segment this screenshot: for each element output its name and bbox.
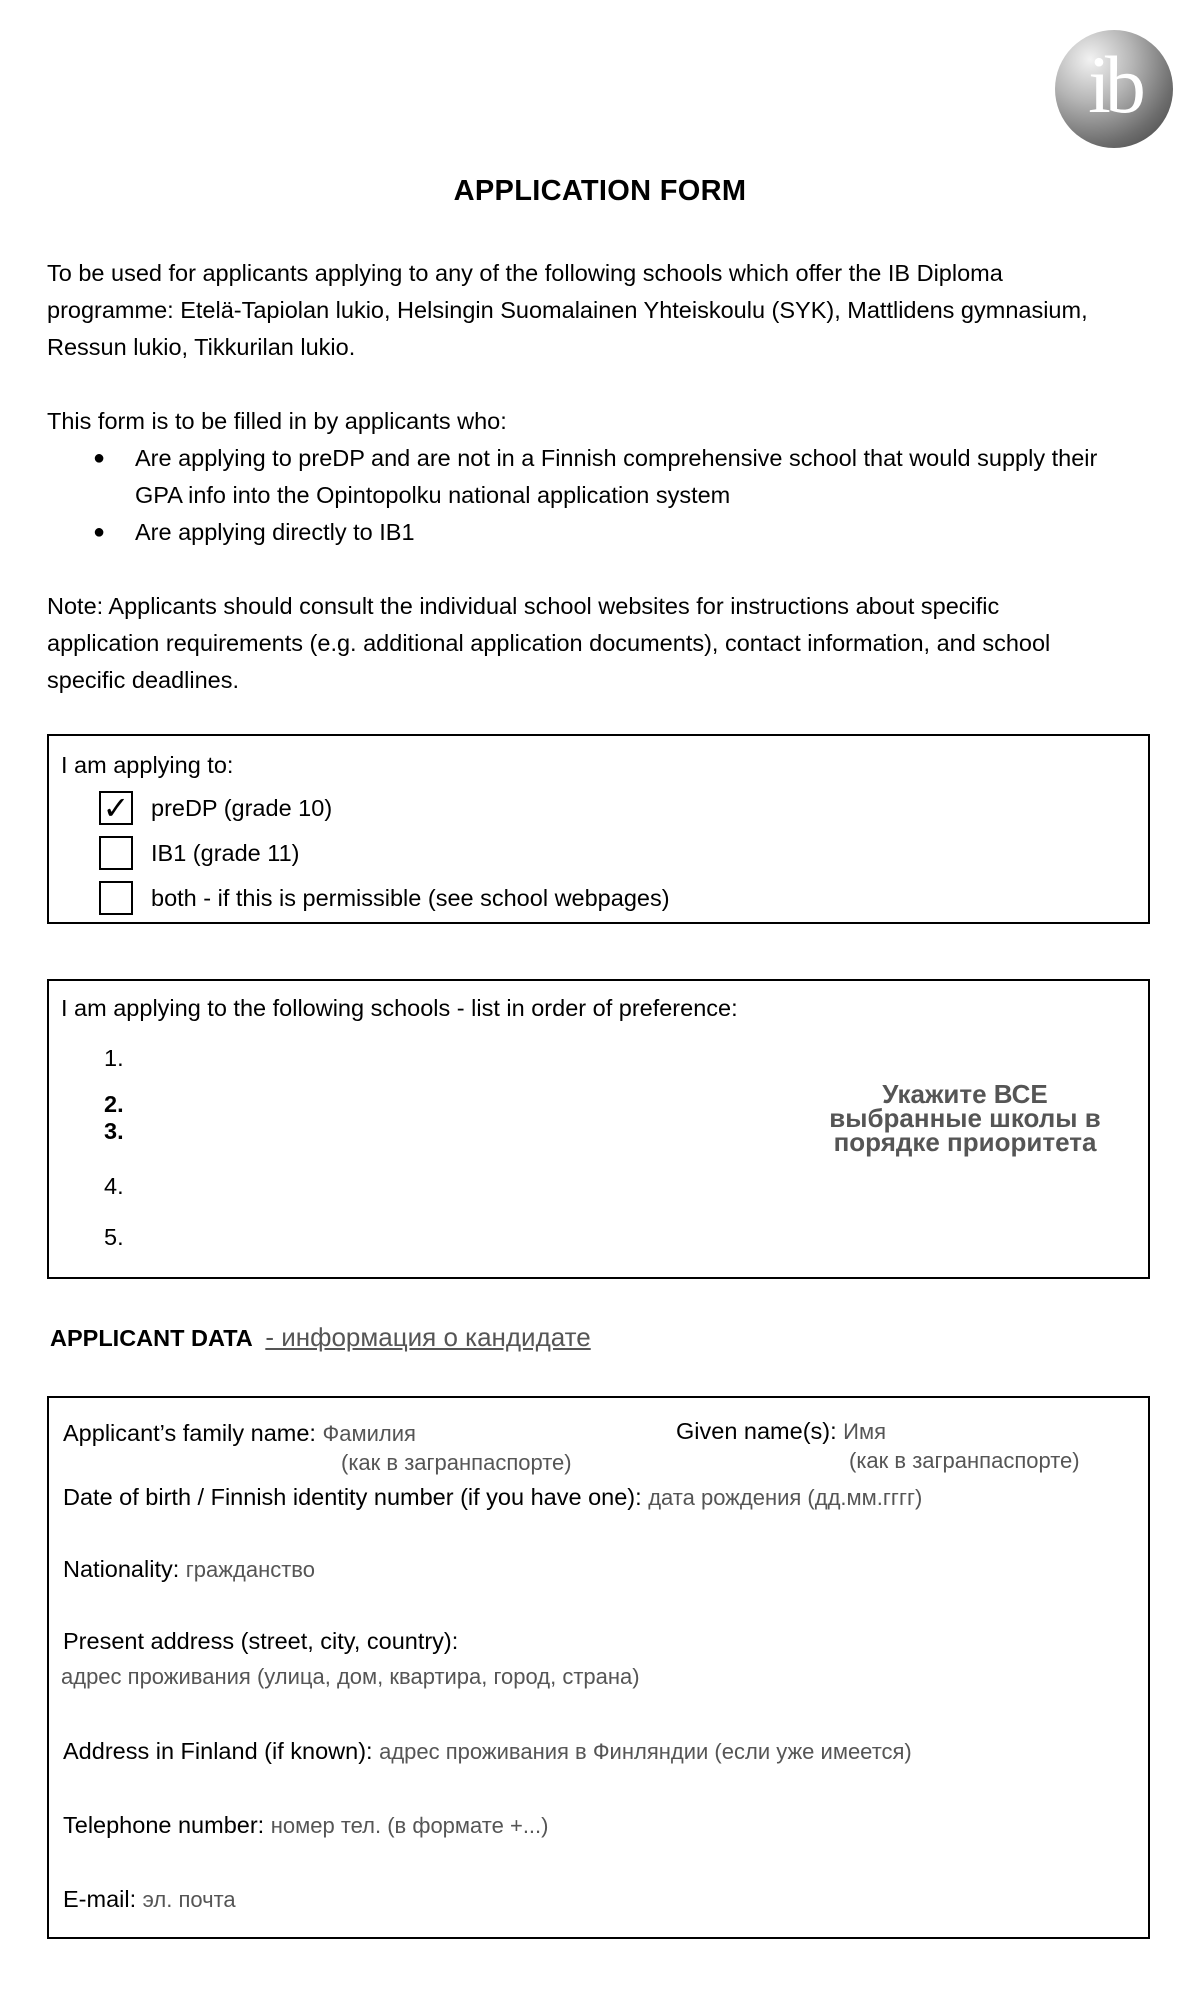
ib-logo: [1055, 30, 1173, 148]
intro-line-1: To be used for applicants applying to any of the following schools which offer the IB Diploma: [47, 260, 1003, 286]
option-both[interactable]: [99, 881, 670, 915]
nationality-label: Nationality:: [63, 1556, 180, 1582]
family-name-hint: Фамилия: [322, 1421, 416, 1446]
note-line-1: Note: Applicants should consult the individual school websites for instructions about specific: [47, 593, 1000, 619]
phone-hint: номер тел. (в формате +...): [270, 1813, 549, 1838]
finland-address-hint: адрес проживания в Финляндии (если уже имеется): [379, 1739, 912, 1764]
preference-1[interactable]: 1.: [104, 1045, 124, 1071]
option-ib1[interactable]: [99, 836, 299, 870]
given-name-label: Given name(s):: [676, 1418, 837, 1444]
schools-ru-line-3: порядке приоритета: [833, 1127, 1097, 1157]
bullet-icon: ●: [93, 521, 106, 543]
option-both-label: both - if this is permissible (see school webpages): [151, 884, 670, 911]
nationality-field[interactable]: [63, 1556, 315, 1583]
applicant-data-title: [50, 1322, 591, 1353]
form-for-lead: This form is to be filled in by applicants who:: [47, 408, 507, 434]
note-line-2: application requirements (e.g. additional application documents), contact information, and school: [47, 630, 1051, 656]
schools-ru-instruction: [770, 1079, 1160, 1157]
phone-field[interactable]: [63, 1812, 548, 1839]
email-label: E-mail:: [63, 1886, 137, 1912]
eligibility-item-ib1: [47, 514, 1167, 551]
dob-field[interactable]: [63, 1484, 922, 1511]
page-title: APPLICATION FORM: [453, 175, 747, 207]
finland-address-field[interactable]: [63, 1738, 912, 1765]
address-label: Present address (street, city, country):: [63, 1628, 459, 1654]
dob-label: Date of birth / Finnish identity number (if you have one):: [63, 1484, 642, 1510]
given-name-hint: Имя: [843, 1419, 887, 1444]
applying-to-box: [47, 734, 1150, 924]
finland-address-label: Address in Finland (if known):: [63, 1738, 373, 1764]
schools-ru-line-2: выбранные школы в: [829, 1103, 1101, 1133]
preference-2[interactable]: 2.: [104, 1091, 124, 1117]
preference-4[interactable]: 4.: [104, 1173, 124, 1199]
applicant-data-title-ru: - информация о кандидате: [265, 1322, 591, 1352]
dob-hint: дата рождения (дд.мм.гггг): [648, 1485, 923, 1510]
phone-label: Telephone number:: [63, 1812, 265, 1838]
address-hint[interactable]: адрес проживания (улица, дом, квартира, город, страна): [61, 1664, 640, 1689]
applying-to-heading: I am applying to:: [61, 752, 234, 778]
eligibility-list: [47, 440, 1167, 551]
note-paragraph: [47, 588, 1167, 699]
eligibility-item-line-1: Are applying to preDP and are not in a Finnish comprehensive school that would supply their: [135, 445, 1098, 471]
ib-logo-text: ib: [1088, 39, 1140, 130]
given-name-hint-2: (как в загранпаспорте): [849, 1448, 1080, 1473]
preference-5[interactable]: 5.: [104, 1224, 124, 1250]
preference-3[interactable]: 3.: [104, 1118, 124, 1144]
schools-heading: I am applying to the following schools - list in order of preference:: [61, 995, 738, 1021]
nationality-hint: гражданство: [185, 1557, 315, 1582]
eligibility-item-label: Are applying directly to IB1: [135, 519, 415, 545]
email-field[interactable]: [63, 1886, 236, 1913]
applicant-data-title-en: APPLICANT DATA: [50, 1325, 253, 1351]
family-name-hint-2: (как в загранпаспорте): [341, 1450, 572, 1475]
intro-paragraph: [47, 255, 1167, 366]
eligibility-item-line-2: GPA info into the Opintopolku national application system: [135, 482, 731, 508]
intro-line-3: Ressun lukio, Tikkurilan lukio.: [47, 334, 356, 360]
bullet-icon: ●: [93, 447, 106, 469]
intro-line-2: programme: Etelä-Tapiolan lukio, Helsingin Suomalainen Yhteiskoulu (SYK), Mattlidens gymnasium,: [47, 297, 1088, 323]
family-name-field[interactable]: [63, 1420, 416, 1447]
option-predp[interactable]: [99, 791, 332, 825]
applicant-data-box: [47, 1396, 1150, 1939]
checkbox-ib1[interactable]: [99, 836, 133, 870]
option-ib1-label: IB1 (grade 11): [151, 839, 300, 866]
note-line-3: specific deadlines.: [47, 667, 240, 693]
email-hint: эл. почта: [142, 1887, 236, 1912]
family-name-label: Applicant’s family name:: [63, 1420, 316, 1446]
checkbox-both[interactable]: [99, 881, 133, 915]
schools-ru-line-1: Укажите ВСЕ: [882, 1079, 1048, 1109]
given-name-field[interactable]: [676, 1418, 886, 1445]
option-predp-label: preDP (grade 10): [151, 794, 333, 821]
checkbox-predp[interactable]: ✓: [99, 791, 133, 825]
eligibility-item-predp: [47, 440, 1167, 514]
